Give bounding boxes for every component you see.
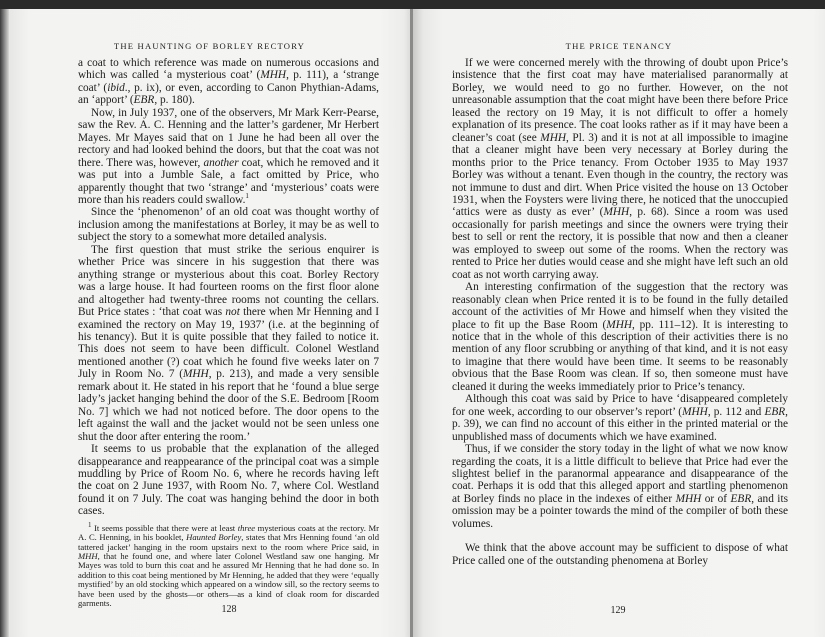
- abbr-ebr: EBR: [133, 94, 155, 107]
- abbr-ebr: EBR: [764, 405, 786, 418]
- abbr-mhh: MHH: [606, 318, 633, 331]
- abbr-mhh: MHH: [675, 492, 702, 505]
- body-text: [78, 57, 379, 608]
- footnote-ref: 1: [245, 192, 249, 201]
- book-title: Haunted Borley: [186, 532, 242, 543]
- abbr-mhh: MHH: [260, 69, 287, 82]
- abbr-mhh: MHH: [603, 206, 630, 219]
- abbr-mhh: MHH: [682, 405, 708, 418]
- running-head: THE HAUNTING OF BORLEY RECTORY: [113, 41, 306, 51]
- paragraph: Since the ‘phenomenon’ of an old coat was thought worthy of inclusion among the manifestations at Borley, it may be as well to subject the story to a somewhat more detailed analysis.: [78, 206, 379, 244]
- paragraph: Thus, if we consider the story today in the light of what we now know regarding the coats, it is a little difficult to believe that Price had ever the slightest belief in the paranormal appearance and disappearance of the coat. Perhaps it is odd that this alleged apport and startling phenomenon at Borley finds no place in the indexes of either MHH or of EBR, and its omission may be a pointer towards the mind of the compiler of both these volumes.: [452, 443, 788, 530]
- right-page: [413, 9, 825, 637]
- paragraph: a coat to which reference was made on numerous occasions and which was called ‘a mysterious coat’ (MHH, p. 111), a ‘strange coat’ (ibid., p. ix), or even, according to Canon Phythian-Adams, an ‘apport’ (EBR, p. 180).: [78, 57, 379, 107]
- footnote: $^1$ It seems possible that there were at least three mysterious coats at the rectory. Mr A. C. Henning, in his booklet, Haunted Borley, states that Mrs Henning found ‘an old tattered jacket’ hanging in the room upstairs next to the room where Price said, in MHH, that he found one, and where later Colonel Westland saw one hanging. Mr Mayes was told to burn this coat and he assured Mr Henning that he had done so. In addition to this coat being mentioned by Mr Henning, he added that they were ‘equally mystified’ by an old stocking which appeared on a window sill, so the rectory seems to have been used by the ghosts—or others—as a kind of cloak room for discarded garments.: [78, 520, 380, 609]
- abbr-ebr: EBR: [730, 492, 752, 505]
- paragraph: It seems to us probable that the explanation of the alleged disappearance and reappearance of the principal coat was a simple muddling by Price of Room No. 6, where he records having left the coat on 2 June 1937, with Room No. 7, where Col. Westland found it on 7 July. The coat was hanging behind the door in both cases.: [78, 443, 379, 518]
- page-number: 129: [610, 605, 626, 616]
- paragraph: We think that the above account may be sufficient to dispose of what Price called one of the outstanding phenomena at Borley: [452, 542, 788, 567]
- book-edge: [0, 9, 9, 637]
- abbr-ibid: ibid: [107, 81, 125, 94]
- abbr-mhh: MHH: [540, 131, 567, 144]
- paragraph: The first question that must strike the serious enquirer is whether Price was sincere in his suggestion that there was anything strange or mysterious about this coat. Borley Rectory was a large house. It had fourteen rooms on the first floor alone and altogether had twenty-three rooms not counting the cellars. But Price states : ‘that coat was not there when Mr Henning and I examined the rectory on May 19, 1937’ (i.e. at the beginning of his tenancy). But it is quite possible that they failed to notice it. This does not seem to have been difficult. Colonel Westland mentioned another (?) coat which he found five weeks later on 7 July in Room No. 7 (MHH, p. 213), and made a very sensible remark about it. He stated in his report that he ‘found a blue serge lady’s jacket hanging behind the door of the S.E. Bedroom [Room No. 7] which we had not noticed before. The door opens to the left against the wall and the jacket would not be seen unless one shut the door after entering the room.’: [78, 243, 379, 443]
- page-number: 128: [221, 604, 237, 615]
- footnote-marker: 1: [88, 520, 92, 529]
- paragraph: Now, in July 1937, one of the observers, Mr Mark Kerr-Pearse, saw the Rev. A. C. Henning and the latter’s gardener, Mr Herbert Mayes. Mr Mayes said that on 1 June he had been all over the rectory and had looked behind the doors, but that the coat was not there. There was, however, another coat, which he removed and it was put into a Jumble Sale, a fact omitted by Price, who apparently thought that two ‘strange’ and ‘mysterious’ coats were more than his readers could swallow.$^1$: [78, 106, 380, 206]
- body-text: [452, 57, 788, 567]
- abbr-mhh: MHH: [78, 550, 98, 561]
- left-page: [9, 9, 410, 637]
- paragraph: If we were concerned merely with the throwing of doubt upon Price’s insistence that the first coat may have materialised paranormally at Borley, we would need to go no further. However, on the not unreasonable assumption that the coat might have been there before Price leased the rectory on 19 May, it is not difficult to offer a homely explanation of its presence. The coat looks rather as if it may have been a cleaner’s coat (see MHH, Pl. 3) and it is not at all impossible to imagine that a cleaner might have been very necessary at Borley during the months prior to the Price tenancy. From October 1935 to May 1937 Borley was without a tenant. Even though in the country, the rectory was not immune to dust and dirt. When Price visited the house on 13 October 1931, when the Foysters were living there, he noticed that the unoccupied ‘attics were as dusty as ever’ (MHH, p. 68). Since a room was used occasionally for parish meetings and since the owners were trying their best to sell or rent the rectory, it is possible that now and then a cleaner was employed to sweep out some of the rooms. When the rectory was rented to Price her duties would cease and she might have left such an old coat as not worth carrying away.: [452, 57, 788, 281]
- emphasis: another: [203, 156, 239, 169]
- running-head: THE PRICE TENANCY: [565, 41, 673, 51]
- emphasis: not: [225, 306, 240, 319]
- paragraph: Although this coat was said by Price to have ‘disappeared completely for one week, according to our observer’s report’ (MHH, p. 112 and EBR, p. 39), we can find no account of this either in the printed material or the unpublished mass of documents which we have examined.: [452, 393, 788, 443]
- abbr-mhh: MHH: [182, 368, 209, 381]
- paragraph: An interesting confirmation of the suggestion that the rectory was reasonably clean when Price rented it is to be found in the fully detailed account of the activities of Mr Howe and himself when they visited the place to fit up the Base Room (MHH, pp. 111–12). It is interesting to notice that in the whole of this description of their activities there is no mention of any floor scrubbing or anything of that kind, and it is not easy to imagine that there would have been time. It seems to be reasonably obvious that the Base Room was clean. If so, then someone must have cleaned it during the weeks immediately prior to Price’s tenancy.: [452, 281, 788, 393]
